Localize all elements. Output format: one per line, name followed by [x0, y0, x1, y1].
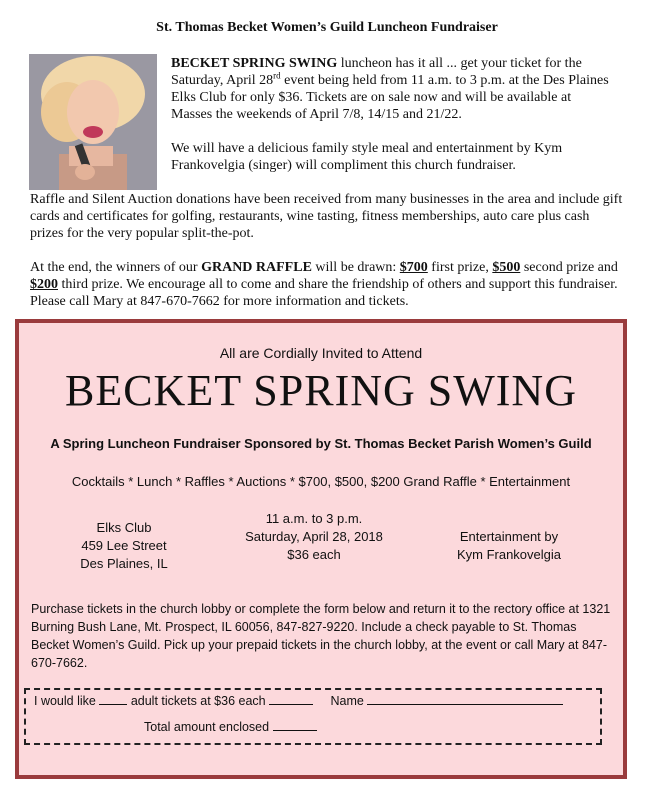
ordinal-suffix: rd [273, 70, 281, 81]
grand-raffle-label: GRAND RAFFLE [201, 260, 312, 275]
third-prize-amount: $200 [30, 277, 58, 292]
first-prize-amount: $700 [399, 260, 428, 275]
total-amount-field[interactable] [273, 718, 317, 731]
event-time: 11 a.m. to 3 p.m. [265, 511, 363, 526]
donations-text: Raffle and Silent Auction donations have been received from many businesses in the area and include gift cards and certificates for golfing, restaurants, wine tasting, fitness memberships, auto care plus cash prizes for the very popular split-the-pot. [30, 192, 623, 241]
raffle-paragraph [30, 259, 625, 310]
invitation-flyer [15, 319, 627, 779]
entertainment-block [439, 528, 579, 564]
time-block [229, 510, 399, 564]
raffle-text-a: At the end, the winners of our [30, 260, 202, 275]
ticket-quantity-field[interactable] [99, 692, 127, 705]
page-title: St. Thomas Becket Women’s Guild Luncheon Fundraiser [156, 20, 498, 35]
ticket-price: $36 each [287, 547, 341, 562]
event-date: Saturday, April 28, 2018 [245, 529, 383, 544]
venue-block [59, 519, 189, 573]
purchase-instructions: Purchase tickets in the church lobby or complete the form below and return it to the rectory office at 1321 Burning Bush Lane, Mt. Prospect, IL 60056, 847-827-9220. Include a check payable to St. Thomas Becket Women’s Guild. Pick up your prepaid tickets in the church lobby, at the event or call Mary at 847-670-7662. [31, 602, 611, 670]
name-label: Name [330, 694, 364, 708]
form-row-tickets [34, 692, 563, 708]
ticket-order-form [24, 688, 602, 745]
name-field[interactable] [367, 692, 563, 705]
venue-city: Des Plaines, IL [80, 556, 168, 571]
intro-text [171, 55, 611, 174]
total-amount-label: Total amount enclosed [144, 720, 270, 734]
intro-paragraph-1 [171, 55, 611, 123]
raffle-text-b: will be drawn: [311, 260, 400, 275]
event-name-bold: BECKET SPRING SWING [171, 56, 338, 71]
raffle-text-c: first prize, [427, 260, 493, 275]
form-row-total [144, 718, 317, 734]
intro-text-a: luncheon has it all ... get your ticket for the Saturday, April 28 [171, 56, 582, 88]
entertainment-label: Entertainment by [459, 529, 559, 544]
adult-tickets-label: adult tickets at $36 each [130, 694, 266, 708]
intro-text-b: event being held from 11 a.m. to 3 p.m. at the Des Plaines Elks Club for only $36. Tickets are on sale now and will be available at Masses the weekends of April 7/8, 14/15 and 21/22. [171, 73, 609, 122]
i-would-like-label: I would like [34, 694, 96, 708]
second-prize-amount: $500 [492, 260, 521, 275]
intro-paragraph-2: We will have a delicious family style meal and entertainment by Kym Frankovelgia (singer) will compliment this church fundraiser. [171, 141, 563, 173]
venue-name: Elks Club [96, 520, 152, 535]
ticket-amount-field[interactable] [269, 692, 313, 705]
singer-photo [29, 54, 157, 190]
donations-paragraph [30, 191, 625, 242]
singer-with-microphone-photo-icon [29, 54, 157, 190]
raffle-text-d: second prize and [520, 260, 618, 275]
sponsor-line: A Spring Luncheon Fundraiser Sponsored by St. Thomas Becket Parish Women’s Guild [50, 436, 592, 451]
event-title: BECKET SPRING SWING [64, 366, 577, 415]
entertainer-name: Kym Frankovelgia [456, 547, 562, 562]
raffle-text [30, 259, 625, 310]
invite-heading: All are Cordially Invited to Attend [219, 345, 423, 361]
venue-street: 459 Lee Street [81, 538, 167, 553]
raffle-text-e: third prize. We encourage all to come and share the friendship of others and support this fundraiser. Please call Mary at 847-670-7662 for more information and tickets. [30, 277, 618, 309]
features-line: Cocktails * Lunch * Raffles * Auctions * $700, $500, $200 Grand Raffle * Entertainment [71, 474, 571, 489]
